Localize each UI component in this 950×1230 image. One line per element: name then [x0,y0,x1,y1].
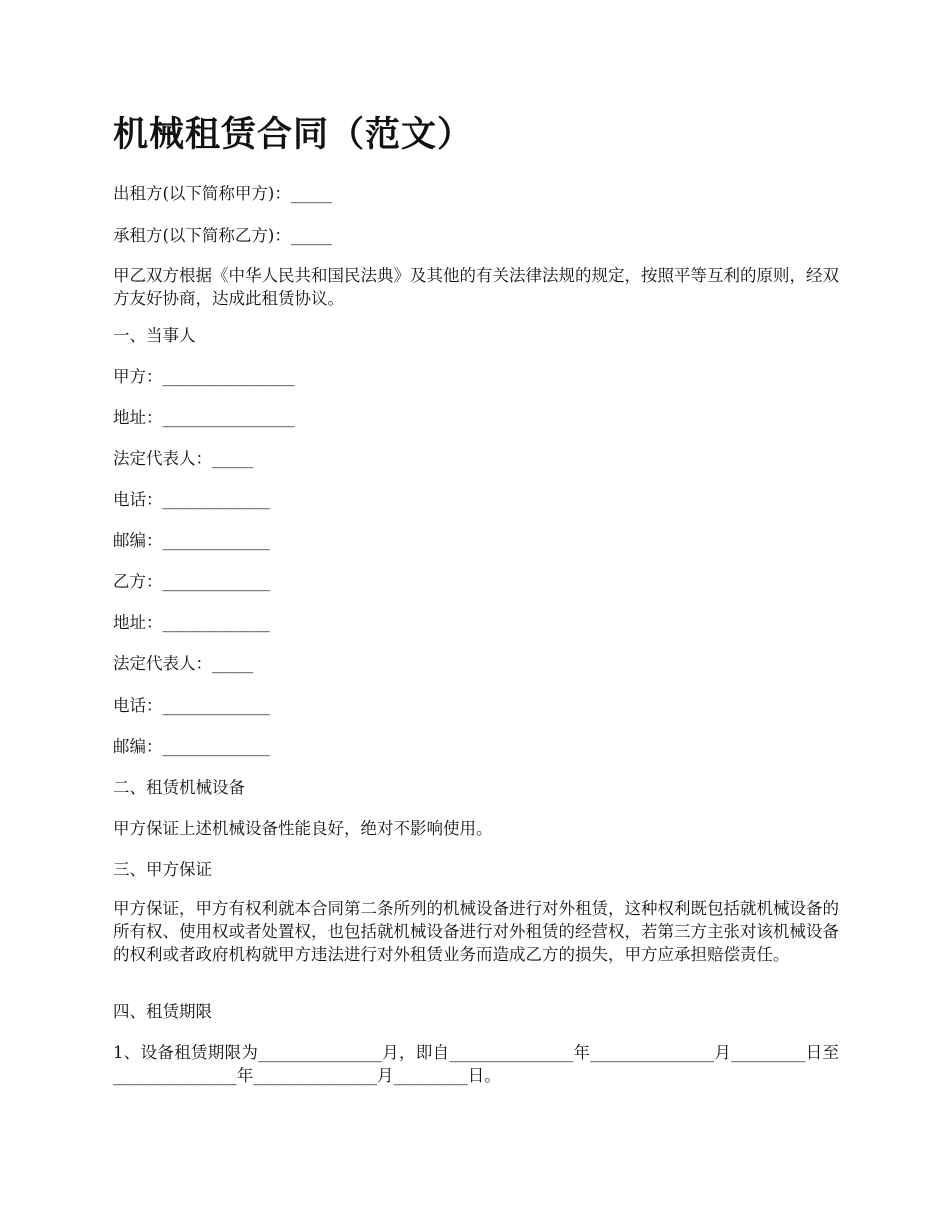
party-a-name-field: 甲方：________________ [113,367,295,386]
party-a-address-field: 地址：________________ [113,408,295,427]
equipment-paragraph: 甲方保证上述机械设备性能良好，绝对不影响使用。 [113,819,493,838]
section-heading-equipment: 二、租赁机械设备 [113,778,245,797]
party-a-postcode-field: 邮编：_____________ [113,531,270,550]
section-heading-parties: 一、当事人 [113,326,196,345]
party-b-address-field: 地址：_____________ [113,613,270,632]
document-title: 机械租赁合同（范文） [113,114,474,155]
lessee-line: 承租方(以下简称乙方)：_____ [113,226,333,245]
section-heading-term: 四、租赁期限 [113,1002,212,1021]
party-b-postcode-field: 邮编：_____________ [113,737,270,756]
party-a-representative-field: 法定代表人：_____ [113,449,254,468]
section-heading-guarantee: 三、甲方保证 [113,860,212,879]
term-paragraph: 1、设备租赁期限为_______________月，即自_______________年_______________月_________日至_______________年_______________月_________日。 [113,1043,839,1085]
party-b-representative-field: 法定代表人：_____ [113,654,254,673]
preamble-paragraph: 甲乙双方根据《中华人民共和国民法典》及其他的有关法律法规的规定，按照平等互利的原则，经双方友好协商，达成此租赁协议。 [113,266,839,308]
party-b-phone-field: 电话：_____________ [113,696,270,715]
lessor-line: 出租方(以下简称甲方)：_____ [113,184,333,203]
party-a-phone-field: 电话：_____________ [113,490,270,509]
party-b-name-field: 乙方：_____________ [113,572,270,591]
guarantee-paragraph: 甲方保证，甲方有权利就本合同第二条所列的机械设备进行对外租赁，这种权利既包括就机械设备的所有权、使用权或者处置权，也包括就机械设备进行对外租赁的经营权，若第三方主张对该机械设备的权利或者政府机构就甲方违法进行对外租赁业务而造成乙方的损失，甲方应承担赔偿责任。 [113,899,839,964]
